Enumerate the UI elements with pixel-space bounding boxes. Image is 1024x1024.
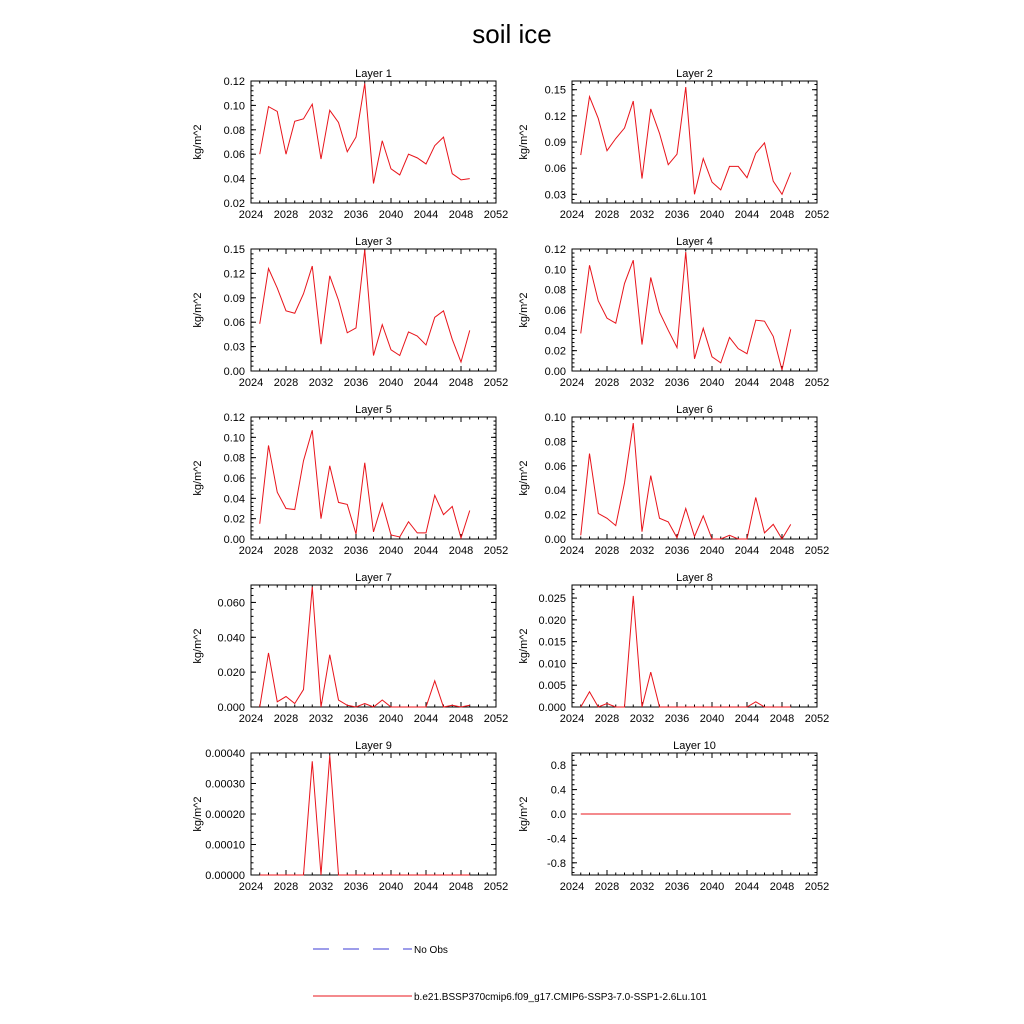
x-tick-label: 2024: [559, 209, 585, 221]
y-tick-label: 0.040: [217, 632, 245, 645]
series-line: [260, 430, 470, 538]
plot-frame: [251, 753, 496, 875]
x-tick-label: 2044: [734, 881, 760, 893]
y-tick-label: 0.02: [223, 513, 245, 526]
y-tick-label: 0.02: [223, 198, 245, 210]
x-tick-label: 2032: [629, 713, 655, 725]
x-tick-label: 2036: [664, 713, 690, 725]
y-tick-label: 0.02: [544, 509, 566, 522]
x-tick-label: 2024: [559, 545, 585, 557]
x-tick-label: 2040: [378, 545, 404, 557]
x-tick-label: 2032: [308, 713, 334, 725]
y-tick-label: 0.10: [223, 100, 245, 113]
y-tick-label: 0.005: [538, 680, 566, 693]
panel-title: Layer 6: [676, 404, 713, 416]
y-tick-label: 0.12: [223, 268, 245, 281]
y-tick-label: 0.015: [538, 636, 566, 649]
y-tick-label: 0.12: [544, 110, 566, 123]
y-tick-label: 0.00: [223, 366, 245, 378]
y-tick-label: 0.00010: [205, 839, 245, 852]
legend: [313, 945, 707, 1003]
x-tick-label: 2040: [699, 209, 725, 221]
series-line: [581, 596, 791, 707]
x-tick-label: 2048: [769, 209, 795, 221]
y-tick-label: 0.03: [544, 189, 566, 202]
x-tick-label: 2044: [734, 713, 760, 725]
x-tick-label: 2028: [273, 209, 299, 221]
panel-layer-1: [192, 68, 508, 221]
x-tick-label: 2048: [448, 545, 474, 557]
y-tick-label: 0.00040: [205, 748, 245, 760]
panel-layer-6: [518, 404, 829, 557]
panel-title: Layer 8: [676, 572, 713, 584]
x-tick-label: 2052: [483, 881, 509, 893]
x-tick-label: 2048: [769, 545, 795, 557]
x-tick-label: 2024: [559, 713, 585, 725]
x-tick-label: 2024: [238, 209, 264, 221]
series-line: [581, 252, 791, 370]
plot-frame: [251, 81, 496, 203]
x-tick-label: 2040: [699, 545, 725, 557]
x-tick-label: 2036: [343, 713, 369, 725]
panel-layer-3: [192, 236, 508, 389]
y-axis-label: kg/m^2: [192, 124, 204, 160]
y-tick-label: 0.4: [550, 784, 566, 797]
y-tick-label: 0.0: [550, 809, 566, 821]
y-tick-label: 0.04: [223, 173, 245, 186]
x-tick-label: 2044: [413, 713, 439, 725]
y-tick-label: 0.08: [223, 452, 245, 465]
x-tick-label: 2024: [559, 881, 585, 893]
x-tick-label: 2040: [699, 881, 725, 893]
y-tick-label: 0.04: [544, 325, 566, 338]
series-line: [260, 83, 470, 183]
x-tick-label: 2048: [448, 881, 474, 893]
x-tick-label: 2024: [238, 545, 264, 557]
legend-obs-label: No Obs: [414, 945, 448, 956]
panel-layer-5: [192, 404, 508, 557]
y-axis-label: kg/m^2: [518, 628, 530, 664]
x-tick-label: 2048: [769, 881, 795, 893]
series-line: [260, 250, 470, 362]
y-tick-label: 0.020: [538, 614, 566, 627]
x-tick-label: 2028: [273, 713, 299, 725]
x-tick-label: 2036: [664, 545, 690, 557]
x-tick-label: 2040: [378, 881, 404, 893]
y-tick-label: 0.025: [538, 593, 566, 606]
x-tick-label: 2028: [594, 881, 620, 893]
x-tick-label: 2052: [804, 881, 830, 893]
plot-frame: [251, 585, 496, 707]
y-tick-label: 0.08: [544, 284, 566, 297]
x-tick-label: 2036: [343, 881, 369, 893]
series-line: [581, 87, 791, 194]
x-tick-label: 2044: [413, 377, 439, 389]
x-tick-label: 2052: [804, 713, 830, 725]
x-tick-label: 2040: [699, 377, 725, 389]
x-tick-label: 2024: [559, 377, 585, 389]
y-axis-label: kg/m^2: [518, 796, 530, 832]
x-tick-label: 2028: [594, 545, 620, 557]
x-tick-label: 2040: [378, 209, 404, 221]
y-tick-label: 0.12: [544, 244, 566, 256]
x-tick-label: 2024: [238, 713, 264, 725]
x-tick-label: 2036: [343, 377, 369, 389]
y-axis-label: kg/m^2: [192, 796, 204, 832]
panel-title: Layer 7: [355, 572, 392, 584]
x-tick-label: 2036: [664, 209, 690, 221]
y-tick-label: 0.00030: [205, 778, 245, 791]
x-tick-label: 2032: [308, 881, 334, 893]
panel-layer-4: [518, 236, 829, 389]
panel-title: Layer 3: [355, 236, 392, 248]
y-axis-label: kg/m^2: [192, 628, 204, 664]
y-tick-label: 0.15: [544, 84, 566, 97]
panel-layer-10: [518, 740, 829, 893]
y-tick-label: 0.12: [223, 76, 245, 88]
y-tick-label: 0.00000: [205, 870, 245, 882]
panel-title: Layer 4: [676, 236, 713, 248]
y-tick-label: 0.000: [217, 702, 245, 714]
series-line: [260, 587, 470, 707]
x-tick-label: 2052: [483, 545, 509, 557]
y-tick-label: 0.10: [544, 412, 566, 424]
plot-frame: [572, 585, 817, 707]
x-tick-label: 2032: [629, 377, 655, 389]
panels: [192, 68, 829, 893]
y-tick-label: 0.06: [223, 317, 245, 330]
y-tick-label: 0.000: [538, 702, 566, 714]
y-tick-label: 0.020: [217, 667, 245, 680]
series-line: [260, 755, 470, 875]
panel-title: Layer 5: [355, 404, 392, 416]
y-tick-label: 0.8: [550, 760, 566, 773]
x-tick-label: 2048: [448, 209, 474, 221]
x-tick-label: 2024: [238, 881, 264, 893]
y-axis-label: kg/m^2: [518, 292, 530, 328]
legend-model-label: b.e21.BSSP370cmip6.f09_g17.CMIP6-SSP3-7.0-SSP1-2.6Lu.101: [414, 992, 707, 1003]
x-tick-label: 2028: [273, 545, 299, 557]
y-tick-label: 0.12: [223, 412, 245, 424]
y-tick-label: 0.00020: [205, 809, 245, 821]
y-tick-label: 0.06: [223, 149, 245, 162]
panel-title: Layer 1: [355, 68, 392, 80]
plot-frame: [572, 81, 817, 203]
y-tick-label: 0.04: [544, 485, 566, 498]
plot-frame: [572, 417, 817, 539]
x-tick-label: 2044: [413, 881, 439, 893]
x-tick-label: 2036: [664, 881, 690, 893]
y-tick-label: -0.8: [547, 857, 566, 870]
y-tick-label: 0.04: [223, 493, 245, 506]
panel-layer-7: [192, 572, 508, 725]
series-line: [581, 423, 791, 539]
x-tick-label: 2024: [238, 377, 264, 389]
y-tick-label: 0.02: [544, 345, 566, 358]
x-tick-label: 2044: [413, 209, 439, 221]
x-tick-label: 2044: [734, 377, 760, 389]
x-tick-label: 2048: [448, 377, 474, 389]
x-tick-label: 2028: [273, 881, 299, 893]
x-tick-label: 2036: [343, 545, 369, 557]
x-tick-label: 2028: [594, 377, 620, 389]
x-tick-label: 2052: [483, 209, 509, 221]
y-tick-label: 0.00: [223, 534, 245, 546]
y-tick-label: 0.010: [538, 658, 566, 671]
y-axis-label: kg/m^2: [518, 460, 530, 496]
panel-layer-8: [518, 572, 829, 725]
y-tick-label: 0.06: [544, 163, 566, 176]
x-tick-label: 2040: [378, 713, 404, 725]
y-axis-label: kg/m^2: [192, 292, 204, 328]
x-tick-label: 2048: [769, 713, 795, 725]
plot-frame: [251, 417, 496, 539]
y-tick-label: 0.03: [223, 341, 245, 354]
x-tick-label: 2044: [734, 545, 760, 557]
x-tick-label: 2028: [594, 209, 620, 221]
y-tick-label: 0.060: [217, 597, 245, 610]
x-tick-label: 2032: [629, 209, 655, 221]
y-tick-label: 0.08: [223, 124, 245, 137]
x-tick-label: 2028: [273, 377, 299, 389]
panel-title: Layer 9: [355, 740, 392, 752]
y-tick-label: 0.06: [544, 305, 566, 317]
x-tick-label: 2036: [664, 377, 690, 389]
panel-layer-2: [518, 68, 829, 221]
x-tick-label: 2048: [448, 713, 474, 725]
x-tick-label: 2052: [483, 713, 509, 725]
x-tick-label: 2032: [629, 881, 655, 893]
x-tick-label: 2048: [769, 377, 795, 389]
x-tick-label: 2036: [343, 209, 369, 221]
x-tick-label: 2044: [413, 545, 439, 557]
x-tick-label: 2052: [804, 545, 830, 557]
y-axis-label: kg/m^2: [192, 460, 204, 496]
y-tick-label: 0.09: [544, 137, 566, 149]
y-tick-label: 0.06: [544, 460, 566, 473]
y-tick-label: 0.10: [544, 264, 566, 277]
panel-title: Layer 10: [673, 740, 716, 752]
x-tick-label: 2052: [804, 209, 830, 221]
x-tick-label: 2040: [378, 377, 404, 389]
x-tick-label: 2052: [483, 377, 509, 389]
y-axis-label: kg/m^2: [518, 124, 530, 160]
y-tick-label: 0.08: [544, 436, 566, 449]
x-tick-label: 2032: [308, 377, 334, 389]
panel-layer-9: [192, 740, 508, 893]
y-tick-label: -0.4: [547, 833, 566, 846]
y-tick-label: 0.10: [223, 432, 245, 445]
x-tick-label: 2032: [308, 545, 334, 557]
y-tick-label: 0.00: [544, 366, 566, 378]
y-tick-label: 0.06: [223, 473, 245, 485]
y-tick-label: 0.00: [544, 534, 566, 546]
panel-title: Layer 2: [676, 68, 713, 80]
y-tick-label: 0.15: [223, 244, 245, 256]
x-tick-label: 2052: [804, 377, 830, 389]
x-tick-label: 2028: [594, 713, 620, 725]
figure-title: soil ice: [472, 19, 552, 49]
x-tick-label: 2044: [734, 209, 760, 221]
y-tick-label: 0.09: [223, 292, 245, 305]
x-tick-label: 2032: [629, 545, 655, 557]
x-tick-label: 2032: [308, 209, 334, 221]
x-tick-label: 2040: [699, 713, 725, 725]
